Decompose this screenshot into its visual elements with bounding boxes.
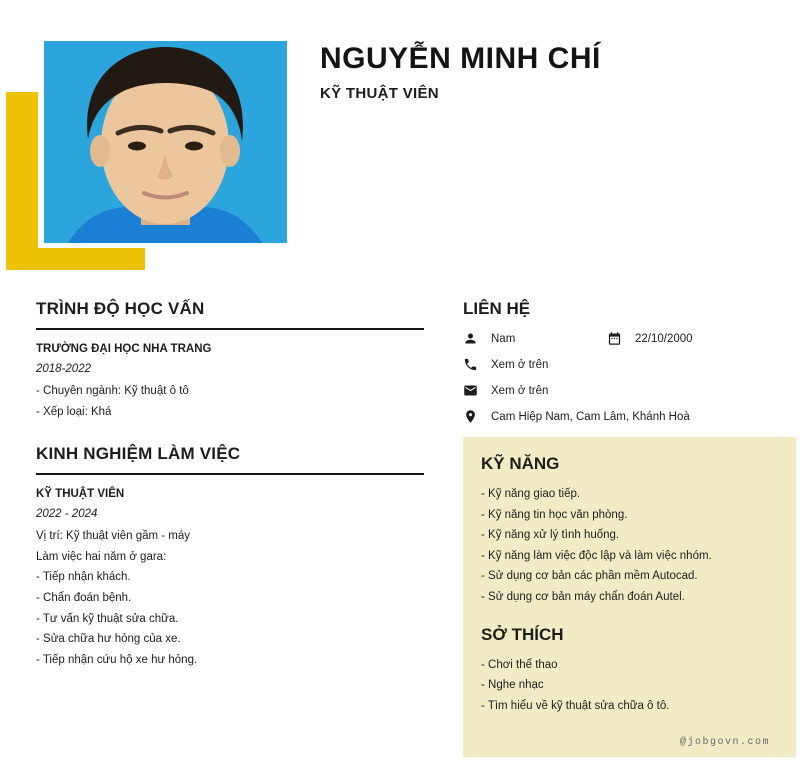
birthdate-value: 22/10/2000 <box>635 332 693 345</box>
experience-detail: - Tư vấn kỹ thuật sửa chữa. <box>36 612 179 625</box>
experience-detail: - Chẩn đoán bệnh. <box>36 591 132 604</box>
contact-row-address <box>463 409 796 424</box>
contact-section <box>463 299 796 435</box>
contact-row-phone <box>463 357 796 372</box>
skill-item: - Sử dụng cơ bản máy chẩn đoán Autel. <box>481 590 685 603</box>
birthdate-group <box>607 331 693 346</box>
candidate-name: NGUYỄN MINH CHÍ <box>320 42 601 75</box>
hobby-item: - Chơi thể thao <box>481 658 558 671</box>
education-school: TRƯỜNG ĐẠI HỌC NHA TRANG <box>36 343 212 355</box>
experience-detail: - Tiếp nhận khách. <box>36 571 131 584</box>
location-icon <box>463 409 478 424</box>
person-icon <box>463 331 478 346</box>
skills-list <box>481 484 778 608</box>
skill-item: - Sử dụng cơ bản các phần mềm Autocad. <box>481 570 698 583</box>
skills-hobbies-panel <box>463 437 796 757</box>
skill-item: - Kỹ năng giao tiếp. <box>481 488 581 500</box>
hobbies-heading: SỞ THÍCH <box>481 624 564 644</box>
accent-bar-vertical <box>6 92 38 270</box>
contact-row-email <box>463 383 796 398</box>
skill-item: - Kỹ năng xử lý tình huống. <box>481 529 620 542</box>
profile-photo <box>44 41 287 243</box>
education-details <box>36 381 424 422</box>
experience-detail: Vị trí: Kỹ thuật viên gầm - máy <box>36 530 191 543</box>
calendar-icon <box>607 331 622 346</box>
experience-detail: - Sửa chữa hư hỏng của xe. <box>36 633 181 646</box>
experience-heading: KINH NGHIỆM LÀM VIỆC <box>36 444 424 475</box>
experience-detail: Làm việc hai năm ở gara: <box>36 550 167 563</box>
portrait-illustration <box>44 41 287 243</box>
contact-row-gender-birthdate <box>463 331 796 346</box>
phone-value: Xem ở trên <box>491 358 549 371</box>
skill-item: - Kỹ năng tin học văn phòng. <box>481 508 628 521</box>
education-detail: - Chuyên ngành: Kỹ thuật ô tô <box>36 385 189 397</box>
hobbies-list <box>481 655 778 717</box>
header-block <box>320 42 601 102</box>
experience-period: 2022 - 2024 <box>36 508 98 521</box>
left-column <box>36 299 424 670</box>
address-value: Cam Hiệp Nam, Cam Lâm, Khánh Hoà <box>491 410 690 423</box>
experience-job-title: KỸ THUẬT VIÊN <box>36 488 125 501</box>
skills-heading: KỸ NĂNG <box>481 454 560 473</box>
education-heading: TRÌNH ĐỘ HỌC VẤN <box>36 299 424 330</box>
experience-details <box>36 526 424 670</box>
education-period: 2018-2022 <box>36 363 91 375</box>
hobby-item: - Tìm hiểu về kỹ thuật sửa chữa ô tô. <box>481 699 670 712</box>
education-detail: - Xếp loại: Khá <box>36 405 112 418</box>
experience-detail: - Tiếp nhận cứu hộ xe hư hỏng. <box>36 653 198 666</box>
skill-item: - Kỹ năng làm việc độc lập và làm việc nhóm. <box>481 549 712 562</box>
accent-bar-horizontal <box>6 248 145 270</box>
gender-value: Nam <box>491 332 516 345</box>
watermark: @jobgovn.com <box>679 737 770 748</box>
email-icon <box>463 383 478 398</box>
candidate-job-title: KỸ THUẬT VIÊN <box>320 85 439 102</box>
contact-heading: LIÊN HỆ <box>463 299 531 318</box>
hobby-item: - Nghe nhạc <box>481 679 544 692</box>
email-value: Xem ở trên <box>491 384 549 397</box>
phone-icon <box>463 357 478 372</box>
